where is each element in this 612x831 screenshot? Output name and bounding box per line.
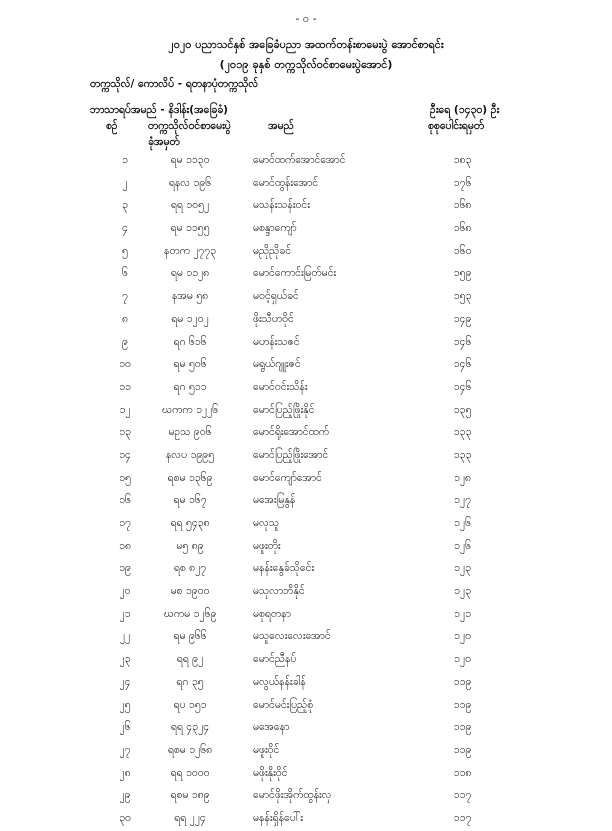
student-name: မောင်ထက်အောင်အောင် [253,154,346,166]
total-marks: ၁၂၀ [454,630,471,643]
row-number: ၂၂ [119,630,131,643]
table-row [0,468,612,491]
roll-number: ရစ ၈၂၇ [173,562,207,575]
student-name: မနန်းနွေခ်သိုင်ေး [253,562,315,575]
table-row [0,808,612,831]
roll-number: ရရ ၉၂ [176,653,204,666]
total-marks: ၁၁၇ [453,811,472,824]
row-number: ၂၃ [119,653,131,666]
document-title: ၂၀၂၀ ပညာသင်နှစ် အခြေခံပညာ အထက်တန်းစာမေးပွဲ အောင်စာရင်း [168,38,444,51]
results-table [0,150,612,831]
table-row [0,354,612,377]
table-row [0,173,612,196]
total-marks: ၁၅၃ [453,290,472,303]
student-name: မအေနော [253,721,290,734]
student-name: မောင်ကောင်းမြတ်မင်း [253,267,337,280]
student-name: မဖိုးနိုးဝိုင် [253,766,288,779]
total-marks: ၁၂၁ [454,607,471,620]
university-line: တက္ကသိုလ်/ ကောလိပ် - ရတနာပုံတက္ကသိုလ် [90,78,259,90]
total-marks: ၁၁၉ [453,743,472,756]
table-row [0,763,612,786]
student-name: မောင်ရိုးအောင်ထက် [253,426,330,439]
header-marks: စုစုပေါင်းရမှတ် [428,120,485,132]
table-row [0,241,612,264]
roll-number: ရပ ၁၅၁ [173,698,207,711]
table-row [0,286,612,309]
subject-line: ဘာသာရပ်အမည် - နိဒါန်း(အခြေခံ) [90,104,228,116]
roll-number: ဃကက ၁၂၂၆ [161,403,219,416]
row-number: ၁၈ [119,539,131,552]
total-marks: ၁၁၉ [453,675,472,688]
roll-number: ရမ ၁၆၇ [173,494,207,507]
total-marks: ၁၄၆ [453,335,472,348]
roll-number: ရဂ ၃၅ [176,675,204,688]
roll-number: ရနလ ၁၉၆ [168,176,212,189]
total-marks: ၁၂၀ [454,653,471,666]
roll-number: ရမ ၅၀၆ [173,358,207,371]
row-number: ၁ [122,154,128,166]
total-marks: ၁၂၆ [454,517,471,529]
roll-number: ရမ ၁၁၂၈ [170,267,210,280]
roll-number: ရရ ၁၀၅၂ [170,199,210,212]
count-line: ဦးရေ (၁၄၃၀) ဦး [430,104,500,116]
total-marks: ၁၁၉ [453,721,472,734]
row-number: ၁၄ [119,448,131,461]
student-name: မသူလေးလေးအောင် [253,630,331,643]
row-number: ၁၁ [119,380,131,393]
table-row [0,558,612,581]
table-row [0,377,612,400]
row-number: ၅ [122,244,128,257]
roll-number: ရစမ ၁၃၆၉ [167,471,213,484]
total-marks: ၁၂၃ [454,585,471,598]
roll-number: ဃကမ ၁၂၆၉ [163,607,217,620]
student-name: မအေးမြနွန် [253,494,296,507]
roll-number: နလပ ၁၉၉၅ [165,448,215,461]
table-row [0,422,612,445]
row-number: ၃၀ [119,811,131,824]
roll-number: ရမ ၁၂၀၂ [171,312,209,325]
roll-number: ရမ ၁၁၃၀ [170,154,210,166]
table-row [0,740,612,763]
total-marks: ၁၄၆ [453,380,472,393]
table-row [0,672,612,695]
table-row [0,513,612,536]
table-row [0,218,612,241]
total-marks: ၁၁၉ [453,698,472,711]
total-marks: ၁၈၃ [453,154,472,166]
roll-number: နအမ ၅၈ [171,290,209,303]
header-no: စဉ် [106,120,118,132]
table-row [0,785,612,808]
student-name: မောင်မင်းပြည့်စုံ [253,698,314,711]
student-name: မောင်ပြည့်ဖြိုးအောင် [253,448,329,461]
row-number: ၇ [122,290,128,303]
table-row [0,263,612,286]
row-number: ၂၅ [119,698,131,711]
row-number: ၈ [122,312,128,325]
roll-number: ရစမ ၁၂၆၈ [167,743,213,756]
roll-number: ရစမ ၁၈၉ [170,789,210,802]
total-marks: ၁၇၆ [453,176,472,189]
student-name: မောင်ပြည့်ဖြိုးနိုင် [253,403,315,416]
total-marks: ၁၅၉ [453,267,472,280]
document-subtitle: (၂၀၁၉ ခုနှစ် တက္ကသိုလ်ဝင်စာမေးပွဲအောင်) [219,58,393,71]
row-number: ၂၉ [119,789,131,802]
student-name: မဟန်းသဇင် [253,335,300,348]
row-number: ၁၉ [119,562,131,575]
row-number: ၂၇ [119,743,131,756]
total-marks: ၁၆၀ [453,244,472,257]
table-row [0,445,612,468]
roll-number: ရရ ၁၀၀၀ [170,766,210,779]
student-name: မရွယ်ဂျူးဇင် [253,358,301,371]
total-marks: ၁၄၆ [453,358,472,371]
table-row [0,695,612,718]
table-row [0,626,612,649]
roll-number: ရရ ၅၄၃၈ [170,517,210,529]
row-number: ၉ [122,335,128,348]
total-marks: ၁၆၈ [453,222,472,235]
total-marks: ၁၂၆ [454,539,471,552]
student-name: မောင်ကျော်အောင် [253,471,322,484]
table-row [0,332,612,355]
roll-number: ရဂ ၅၁၁ [173,380,207,393]
header-roll: တက္ကသိုလ်ဝင်စာမေးပွဲ [148,120,231,132]
roll-number: မစ ၁၉၀၀ [170,585,210,598]
roll-number: ရဂ ၆၁၆ [173,335,207,348]
roll-number: ရရ ၄၃၂၄ [170,721,210,734]
table-row [0,536,612,559]
total-marks: ၁၁၇ [453,789,472,802]
student-name: မသန်းသန်းဝင်း [253,199,310,212]
table-row [0,150,612,173]
total-marks: ၁၁၈ [453,766,472,779]
student-name: မလုသူ [253,517,279,529]
roll-number: ရရ ၂၂၄ [174,811,206,824]
student-name: မသုလာဘိနိုင် [253,585,305,598]
roll-number: မဥသ ၉၀၆ [168,426,212,439]
roll-number: မ၅ ၈၉ [176,539,204,552]
total-marks: ၁၃၅ [453,403,472,416]
roll-number: ရမ ၉၆၆ [173,630,207,643]
roll-number: နတက ၂၇၇၃ [163,244,217,257]
row-number: ၁၅ [119,471,131,484]
roll-number: ရမ ၁၁၅၅ [170,222,210,235]
row-number: ၂ [122,176,128,189]
table-row [0,581,612,604]
student-name: မနန်းရှိန်ပေါ်း [253,811,304,824]
row-number: ၂၁ [119,607,131,620]
student-name: မဖူးဝိုင် [253,743,280,756]
row-number: ၂၄ [119,675,131,688]
total-marks: ၁၃၃ [453,426,472,439]
student-name: မောင်ထွန်းအောင် [253,176,319,189]
table-row [0,649,612,672]
page-number: - ၀ - [295,12,317,25]
student-name: မောင်ဖိုးအိုက်ထွန်းလှ [253,789,332,802]
table-row [0,400,612,423]
header-roll-sub: ခုံအမှတ် [148,136,180,148]
table-row [0,604,612,627]
row-number: ၁၃ [119,426,131,439]
total-marks: ၁၃၃ [453,448,472,461]
row-number: ၂၆ [119,721,131,734]
total-marks: ၁၂၇ [454,494,471,507]
total-marks: ၁၂၃ [454,562,471,575]
student-name: ဖိုးသီဟဝိုင် [253,312,294,325]
table-row [0,195,612,218]
student-name: မစန္ဒာကျော် [253,222,297,235]
row-number: ၁၆ [119,494,131,507]
table-row [0,309,612,332]
table-row [0,490,612,513]
row-number: ၂၈ [119,766,131,779]
header-name: အမည် [268,120,294,132]
total-marks: ၁၄၉ [453,312,472,325]
student-name: မညိုညိုခင် [253,244,292,257]
student-name: မဖူးတိုး [253,539,281,552]
row-number: ၂၀ [119,585,131,598]
row-number: ၄ [122,222,128,235]
student-name: မောင်ညီနပ် [253,653,297,666]
table-row [0,717,612,740]
row-number: ၁၂ [119,403,131,416]
student-name: မဝင့်ရှယ်ခင် [253,290,299,303]
student-name: မောင်ဝင်းသိန်း [253,380,308,393]
total-marks: ၁၆၈ [453,199,472,212]
student-name: မလွယ်နန်းခါန် [253,675,306,688]
row-number: ၃ [122,199,128,212]
row-number: ၁၀ [119,358,131,371]
total-marks: ၁၂၈ [453,471,472,484]
student-name: မစုရတနာ [253,607,291,620]
row-number: ၁၇ [119,517,131,529]
row-number: ၆ [122,267,128,280]
